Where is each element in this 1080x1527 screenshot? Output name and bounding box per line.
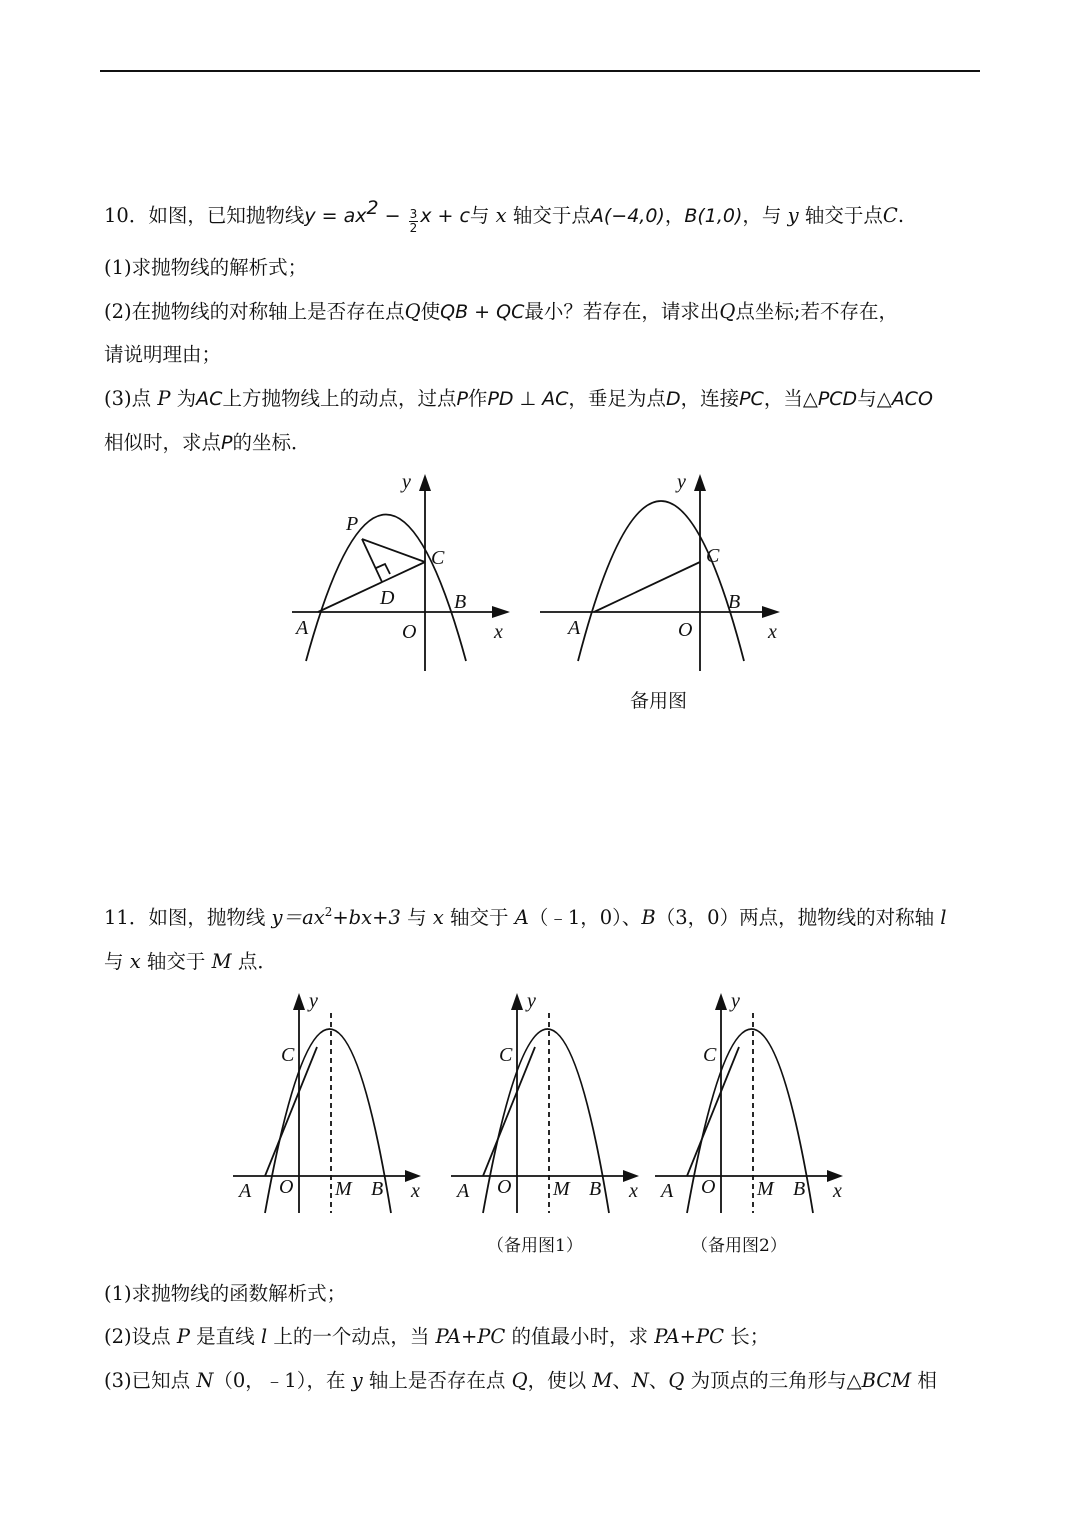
problem11-statement-cont: 与 x 轴交于 M 点． xyxy=(104,950,277,973)
problem11-backup-figure-1 xyxy=(451,990,639,1256)
label-x: x xyxy=(629,1180,638,1202)
problem11-question1: (1)求抛物线的函数解析式； xyxy=(104,1282,347,1305)
problem11-backup-figure-2 xyxy=(655,990,843,1256)
y-arrow xyxy=(419,474,431,491)
figure-caption: （备用图1） xyxy=(487,1236,583,1256)
label-y: y xyxy=(527,990,536,1012)
problem11-figure-main xyxy=(233,990,421,1213)
label-C: C xyxy=(431,547,445,569)
label-C: C xyxy=(703,1044,717,1066)
header-rule xyxy=(100,70,980,72)
problem11-figures xyxy=(225,985,865,1265)
segment-AC xyxy=(594,562,700,612)
label-y: y xyxy=(677,471,686,493)
label-y: y xyxy=(731,990,740,1012)
figure-caption: 备用图 xyxy=(630,690,688,712)
label-A: A xyxy=(457,1180,470,1202)
label-y: y xyxy=(402,471,411,493)
label-O: O xyxy=(402,621,417,643)
segment-AC xyxy=(318,562,425,612)
label-M: M xyxy=(553,1178,570,1200)
label-O: O xyxy=(279,1176,294,1198)
label-M: M xyxy=(757,1178,774,1200)
problem11-question3: (3)已知点 N（0，﹣1），在 y 轴上是否存在点 Q，使以 M、N、Q 为顶点的三角形与△BCM 相 xyxy=(104,1369,937,1392)
label-O: O xyxy=(497,1176,512,1198)
problem10-backup-figure xyxy=(530,466,790,716)
y-arrow xyxy=(293,993,305,1010)
label-O: O xyxy=(701,1176,716,1198)
label-A: A xyxy=(661,1180,674,1202)
fraction-3-2: $\frac{3}{2}$ xyxy=(409,207,418,235)
label-A: A xyxy=(568,617,581,639)
label-B: B xyxy=(454,591,467,613)
label-C: C xyxy=(706,545,720,567)
label-M: M xyxy=(335,1178,352,1200)
x-arrow xyxy=(762,606,780,618)
label-x: x xyxy=(833,1180,842,1202)
y-arrow xyxy=(511,993,523,1010)
label-B: B xyxy=(793,1178,806,1200)
label-x: x xyxy=(768,621,777,643)
problem10-question3: (3)点 P 为AC上方抛物线上的动点，过点P作PD ⊥ AC，垂足为点D，连接PC，当△PCD与△ACO xyxy=(104,387,933,410)
label-x: x xyxy=(494,621,503,643)
problem11-question2: (2)设点 P 是直线 l 上的一个动点，当 PA+PC 的值最小时，求 PA+PC 长； xyxy=(104,1325,770,1348)
label-C: C xyxy=(499,1044,513,1066)
label-B: B xyxy=(371,1178,384,1200)
label-B: B xyxy=(589,1178,602,1200)
problem10-statement: 10．如图，已知抛物线$y = ax^2$ − $\frac{3}{2}$ x + c与 x 轴交于点A(−4,0)，B(1,0)，与 y 轴交于点C. xyxy=(104,197,905,235)
label-A: A xyxy=(296,617,309,639)
label-O: O xyxy=(678,619,693,641)
x-arrow xyxy=(492,606,510,618)
label-C: C xyxy=(281,1044,295,1066)
y-arrow xyxy=(715,993,727,1010)
label-B: B xyxy=(728,591,741,613)
label-P: P xyxy=(346,513,359,535)
problem10-figure xyxy=(280,466,520,681)
problem10-question1: (1)求抛物线的解析式； xyxy=(104,256,308,279)
label-D: D xyxy=(380,587,395,609)
label-x: x xyxy=(411,1180,420,1202)
segment-AC xyxy=(687,1047,739,1176)
segment-AC xyxy=(483,1047,535,1176)
problem10-question2-cont: 请说明理由； xyxy=(104,343,222,366)
segment-AC xyxy=(265,1047,317,1176)
problem10-question2: (2)在抛物线的对称轴上是否存在点Q使QB + QC最小？若存在，请求出Q点坐标;若不存在， xyxy=(104,300,898,323)
y-arrow xyxy=(694,474,706,491)
label-A: A xyxy=(239,1180,252,1202)
label-y: y xyxy=(309,990,318,1012)
problem10-question3-cont: 相似时，求点P的坐标． xyxy=(104,431,311,454)
problem11-statement: 11．如图，抛物线 $y=ax^2+bx+3$ 与 x 轴交于 A（﹣1，0）、B（3，0）两点，抛物线的对称轴 l xyxy=(104,905,947,929)
figure-caption: （备用图2） xyxy=(691,1236,787,1256)
